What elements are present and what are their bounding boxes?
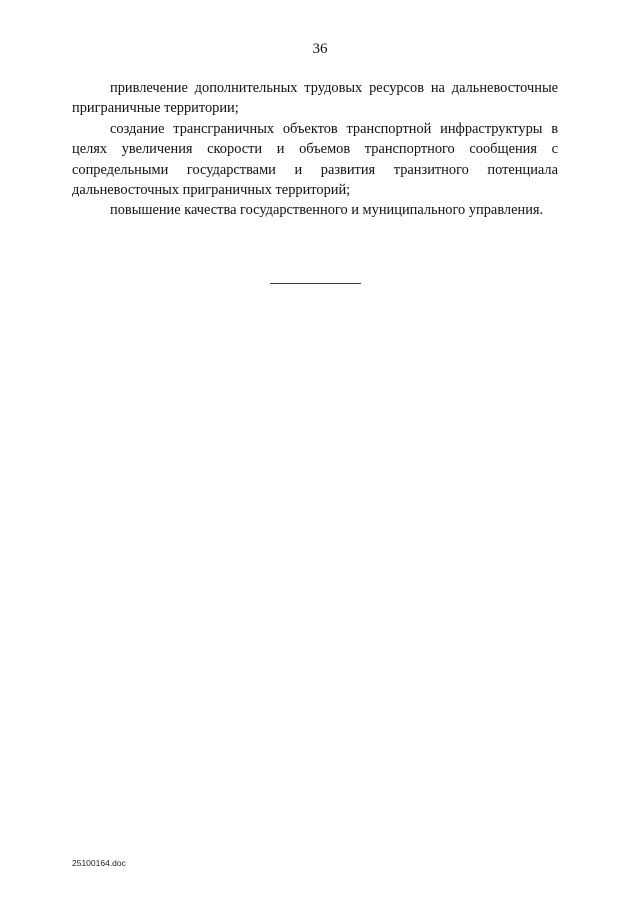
file-label: 25100164.doc	[72, 858, 126, 868]
page-number: 36	[312, 41, 328, 57]
end-divider	[270, 283, 361, 284]
document-body	[72, 78, 558, 221]
paragraph-3: повышение качества государственного и муниципального управления.	[110, 202, 544, 219]
paragraph-1: привлечение дополнительных трудовых ресурсов на дальневосточные приграничные территории;	[72, 80, 558, 117]
paragraph-2: создание трансграничных объектов транспортной инфраструктуры в целях увеличения скорости и объемов транспортного сообщения с сопредельными государствами и развития транзитного потенциала дальневосточных приграничных территорий;	[72, 120, 558, 199]
